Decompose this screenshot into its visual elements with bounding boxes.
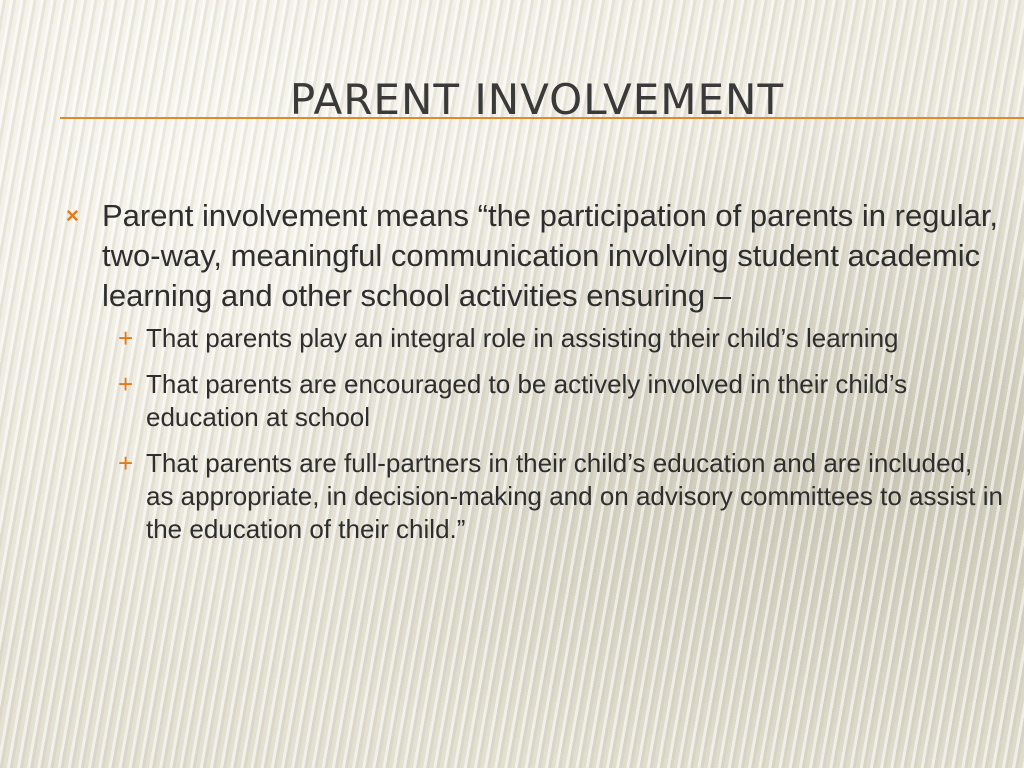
sub-bullet-text: That parents play an integral role in assisting their child’s learning <box>146 323 899 353</box>
sub-bullet-text: That parents are encouraged to be actively involved in their child’s education at school <box>146 369 908 432</box>
bullet-list <box>60 196 1005 559</box>
plus-icon: + <box>118 448 134 478</box>
plus-icon: + <box>118 369 134 399</box>
sub-bullet-item <box>104 368 1005 434</box>
bullet-text: Parent involvement means “the participation of parents in regular, two-way, meaningful communication involving student academic learning and other school activities ensuring – <box>102 198 999 313</box>
title-area <box>0 60 1024 132</box>
x-mark-icon: × <box>66 203 79 228</box>
plus-icon: + <box>118 323 134 353</box>
sub-bullet-item <box>104 322 1005 355</box>
bullet-item <box>60 196 1005 316</box>
slide-title: PARENT INVOLVEMENT <box>289 75 785 124</box>
sub-bullet-item <box>104 447 1005 546</box>
sub-bullet-text: That parents are full-partners in their child’s education and are included, as appropriate, in decision-making and on advisory committees to assist in the education of their child.” <box>146 448 1003 544</box>
sub-bullet-list <box>60 322 1005 546</box>
